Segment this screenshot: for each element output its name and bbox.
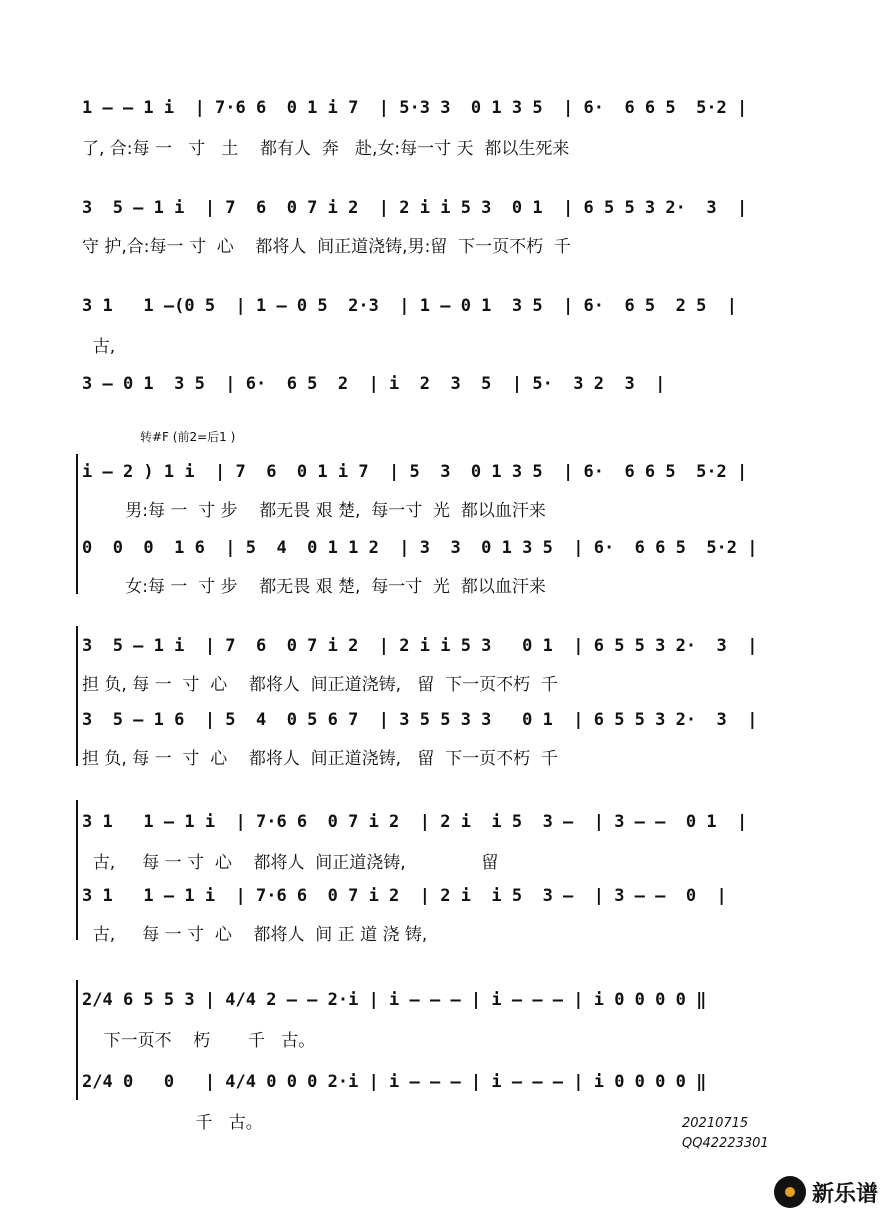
notation-row-11: 2/4 6 5 5 3 | 4/4 2 – – 2·i | i – – – | i – – – | i 0 0 0 0 ‖ bbox=[82, 990, 707, 1010]
notation-row-3: 3 1 1 –(0 5 | 1 – 0 5 2·3 | 1 – 0 1 3 5 | 6· 6 5 2 5 | bbox=[82, 296, 738, 316]
xinyuepu-logo bbox=[774, 1176, 878, 1208]
notation-row-12: 2/4 0 0 | 4/4 0 0 0 2·i | i – – – | i – – – | i 0 0 0 0 ‖ bbox=[82, 1072, 707, 1092]
notation-row-10: 3 1 1 – 1 i | 7·6 6 0 7 i 2 | 2 i i 5 3 – | 3 – – 0 | bbox=[82, 886, 727, 906]
system-bar bbox=[76, 800, 78, 940]
notation-row-9: 3 1 1 – 1 i | 7·6 6 0 7 i 2 | 2 i i 5 3 – | 3 – – 0 1 | bbox=[82, 812, 748, 832]
system-bar bbox=[76, 626, 78, 766]
notation-row-2: 3 5 – 1 i | 7 6 0 7 i 2 | 2 i i 5 3 0 1 | 6 5 5 3 2· 3 | bbox=[82, 198, 748, 218]
logo-text: 新乐谱 bbox=[811, 1181, 878, 1207]
notation-row-7: 3 5 – 1 i | 7 6 0 7 i 2 | 2 i i 5 3 0 1 | 6 5 5 3 2· 3 | bbox=[82, 636, 758, 656]
lyric-row-12: 千 古。 bbox=[82, 1113, 263, 1133]
vinyl-disc-icon bbox=[774, 1176, 806, 1208]
notation-row-5: i – 2 ) 1 i | 7 6 0 1 i 7 | 5 3 0 1 3 5 | 6· 6 6 5 5·2 | bbox=[82, 462, 748, 482]
lyric-row-10: 古, 每 一 寸 心 都将人 间 正 道 浇 铸, bbox=[82, 925, 428, 945]
notation-row-1: 1 – – 1 i | 7·6 6 0 1 i 7 | 5·3 3 0 1 3 5 | 6· 6 6 5 5·2 | bbox=[82, 98, 748, 118]
lyric-row-6: 女:每 一 寸 步 都无畏 艰 楚, 每一寸 光 都以血汗来 bbox=[82, 577, 546, 597]
lyric-row-9: 古, 每 一 寸 心 都将人 间正道浇铸, 留 bbox=[82, 853, 499, 873]
lyric-row-5: 男:每 一 寸 步 都无畏 艰 楚, 每一寸 光 都以血汗来 bbox=[82, 501, 546, 521]
lyric-row-7: 担 负, 每 一 寸 心 都将人 间正道浇铸, 留 下一页不朽 千 bbox=[82, 675, 558, 695]
lyric-row-11: 下一页不 朽 千 古。 bbox=[82, 1031, 316, 1051]
lyric-row-1: 了, 合:每 一 寸 土 都有人 奔 赴,女:每一寸 天 都以生死来 bbox=[82, 139, 570, 159]
qq-number: QQ42223301 bbox=[682, 1136, 769, 1151]
modulation-mark: 转#F (前2=后1 ) bbox=[140, 430, 236, 444]
system-bar bbox=[76, 980, 78, 1100]
date-stamp: 20210715 bbox=[682, 1116, 749, 1131]
system-bar bbox=[76, 454, 78, 594]
notation-row-4: 3 – 0 1 3 5 | 6· 6 5 2 | i 2 3 5 | 5· 3 2 3 | bbox=[82, 374, 666, 394]
lyric-row-8: 担 负, 每 一 寸 心 都将人 间正道浇铸, 留 下一页不朽 千 bbox=[82, 749, 558, 769]
notation-row-6: 0 0 0 1 6 | 5 4 0 1 1 2 | 3 3 0 1 3 5 | 6· 6 6 5 5·2 | bbox=[82, 538, 758, 558]
notation-row-8: 3 5 – 1 6 | 5 4 0 5 6 7 | 3 5 5 3 3 0 1 | 6 5 5 3 2· 3 | bbox=[82, 710, 758, 730]
lyric-row-2: 守 护,合:每一 寸 心 都将人 间正道浇铸,男:留 下一页不朽 千 bbox=[82, 237, 571, 257]
lyric-row-3: 古, bbox=[82, 337, 116, 357]
